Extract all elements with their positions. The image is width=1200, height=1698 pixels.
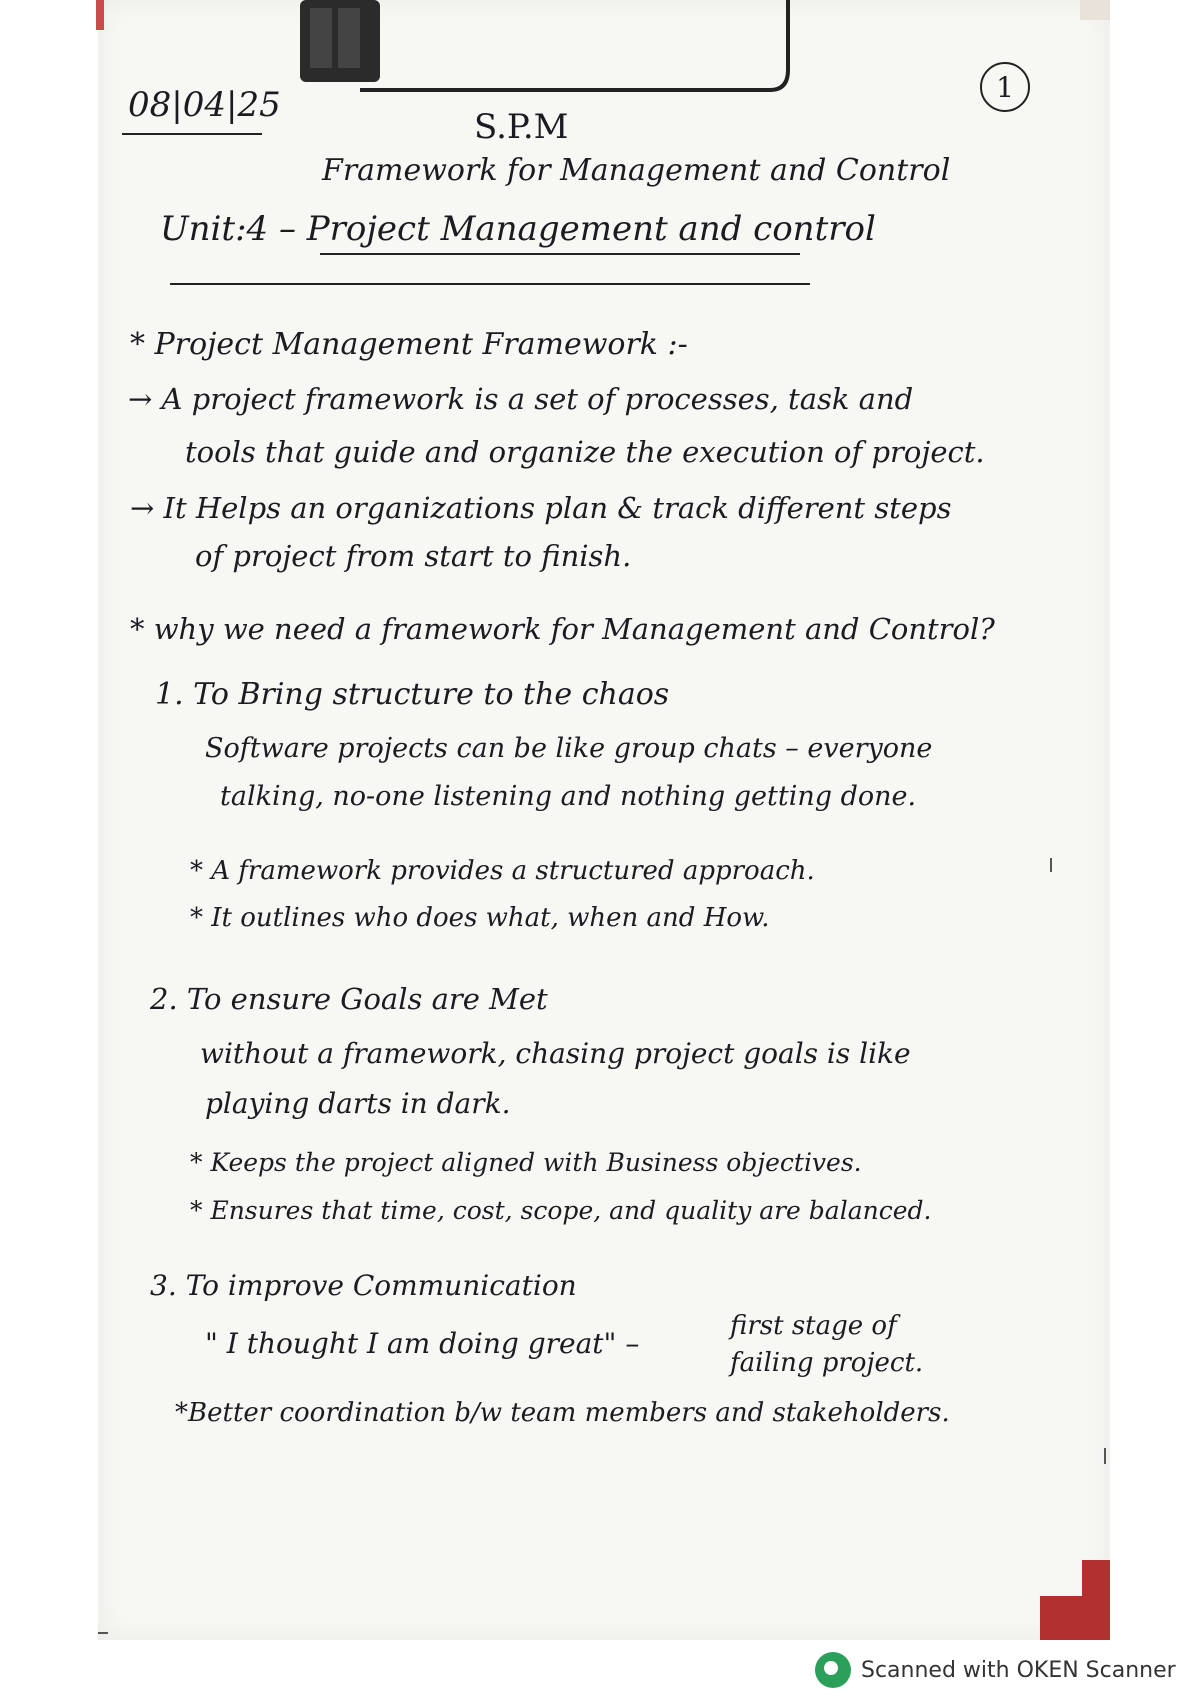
date: 08|04|25	[128, 85, 281, 125]
framework-line-3: → It Helps an organizations plan & track different steps	[130, 491, 952, 525]
point1-text-2: talking, no-one listening and nothing getting done.	[220, 781, 917, 812]
point2-bullet-1: * Keeps the project aligned with Business objectives.	[190, 1148, 862, 1177]
stray-mark	[1104, 1448, 1106, 1464]
point1-bullet-1: * A framework provides a structured approach.	[190, 856, 815, 886]
framework-line-4: of project from start to finish.	[195, 539, 632, 573]
topic-title: Framework for Management and Control	[322, 153, 951, 188]
framework-line-2: tools that guide and organize the execution of project.	[185, 435, 985, 469]
unit-title: Unit:4 – Project Management and control	[160, 209, 876, 249]
point2-text-1: without a framework, chasing project goals is like	[200, 1037, 911, 1070]
page-number: 1	[980, 62, 1030, 112]
scanner-watermark-text: Scanned with OKEN Scanner	[861, 1657, 1176, 1683]
point2-bullet-2: * Ensures that time, cost, scope, and quality are balanced.	[190, 1196, 932, 1225]
framework-line-1: → A project framework is a set of processes, task and	[128, 382, 914, 416]
date-underline	[122, 133, 262, 135]
why-heading: * why we need a framework for Management and Control?	[130, 612, 995, 646]
point3-bullet: *Better coordination b/w team members and stakeholders.	[175, 1398, 950, 1428]
point3-note-1: first stage of	[730, 1311, 897, 1341]
stray-mark	[98, 1632, 108, 1634]
point2-title: 2. To ensure Goals are Met	[150, 982, 548, 1016]
point1-title: 1. To Bring structure to the chaos	[155, 677, 670, 712]
scanner-logo-icon	[815, 1652, 851, 1688]
framework-heading: * Project Management Framework :-	[130, 327, 688, 362]
point1-bullet-2: * It outlines who does what, when and How.	[190, 903, 770, 933]
page-edge-mark	[96, 0, 104, 30]
point3-title: 3. To improve Communication	[150, 1269, 577, 1302]
clipboard-clip-image	[300, 0, 790, 100]
unit-double-underline	[170, 283, 810, 285]
point3-quote: " I thought I am doing great" –	[205, 1327, 640, 1360]
page-edge-mark	[1080, 0, 1110, 20]
subject-title: S.P.M	[474, 107, 569, 147]
point1-text-1: Software projects can be like group chats – everyone	[205, 733, 933, 764]
point3-note-2: failing project.	[730, 1348, 924, 1378]
unit-underline	[320, 253, 800, 255]
point2-text-2: playing darts in dark.	[205, 1087, 511, 1120]
stray-mark	[1050, 858, 1052, 872]
scanner-watermark	[815, 1652, 1176, 1688]
